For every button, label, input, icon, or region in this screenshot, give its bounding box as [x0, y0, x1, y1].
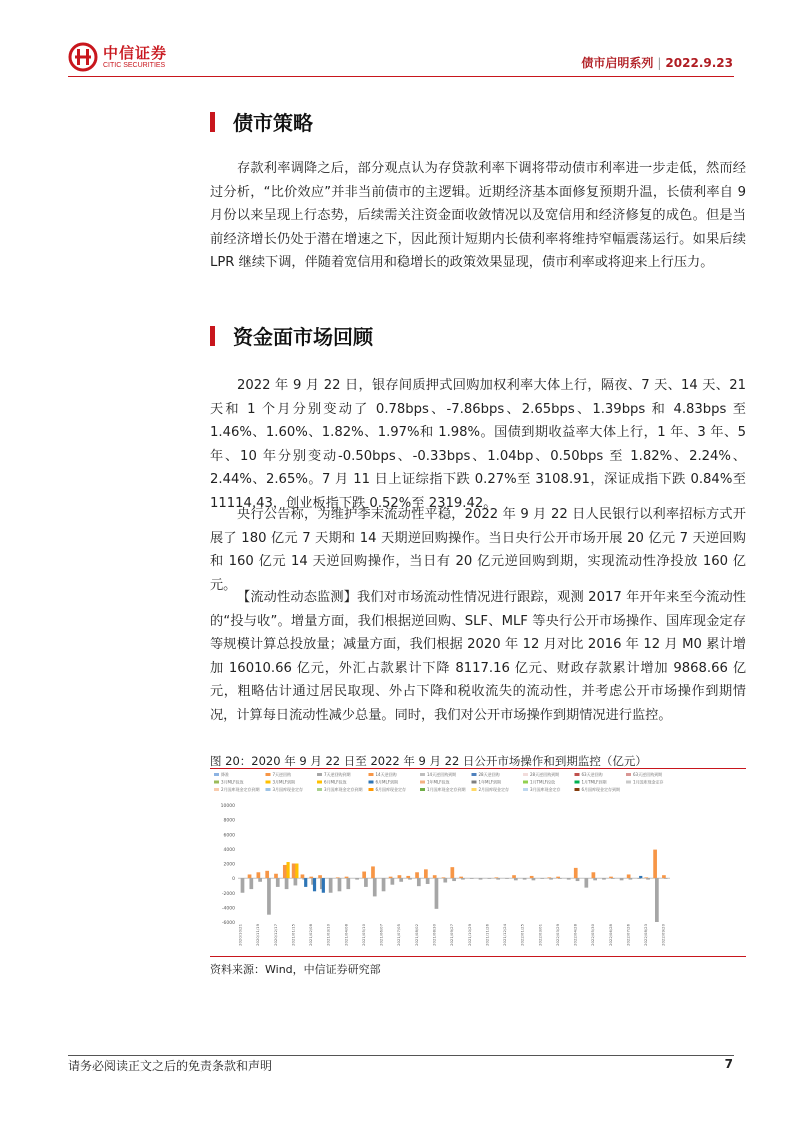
legend-swatch: [472, 788, 477, 791]
bar-injection: [389, 877, 393, 878]
legend-swatch: [266, 781, 271, 784]
report-date: 2022.9.23: [665, 56, 733, 70]
legend-label: 1月国库现金定存: [633, 779, 664, 785]
bar-maturity: [584, 878, 588, 888]
bar-injection: [627, 874, 631, 878]
page-number: 7: [724, 1057, 733, 1071]
bar-highlight: [304, 878, 307, 887]
bar-maturity: [514, 878, 518, 880]
legend-swatch: [420, 781, 425, 784]
bar-injection: [592, 872, 596, 878]
bar-injection: [301, 874, 305, 878]
legend-swatch: [266, 773, 271, 776]
bar-injection: [415, 872, 419, 878]
report-series: 债市启明系列: [581, 56, 654, 70]
bar-injection: [653, 850, 657, 879]
x-tick-label: 2022/04/28: [572, 924, 578, 946]
header-separator: |: [657, 56, 662, 70]
bar-injection: [433, 875, 437, 878]
section-title: 债市策略: [233, 111, 313, 135]
figure-bottom-rule: [210, 956, 746, 957]
legend-label: 7天逆回购: [272, 772, 292, 777]
legend-label: 3月国库现金定存: [272, 787, 304, 792]
y-tick-label: 10000: [220, 804, 235, 809]
y-tick-label: -6000: [221, 921, 235, 926]
x-tick-label: 2022/03/01: [537, 924, 543, 946]
bar-highlight: [322, 878, 325, 893]
bar-maturity: [426, 878, 430, 884]
footer-divider: [68, 1055, 734, 1056]
bar-injection: [274, 874, 278, 878]
legend-swatch: [472, 773, 477, 776]
bar-injection: [265, 871, 269, 878]
bar-maturity: [470, 878, 474, 879]
bar-injection: [547, 877, 551, 878]
x-tick-label: 2022/07/26: [625, 924, 631, 946]
y-tick-label: 8000: [223, 818, 235, 824]
footer-disclaimer: 请务必阅读正文之后的免责条款和声明: [68, 1059, 273, 1073]
x-tick-label: 2021/05/10: [360, 924, 366, 946]
section-title: 资金面市场回顾: [233, 325, 373, 349]
paragraph-repo-rates: 2022 年 9 月 22 日，银存间质押式回购加权利率大体上行，隔夜、7 天、14 天、21 天和 1 个月分别变动了 0.78bps、-7.86bps、2.65bps、1.39bps 和 4.83bps 至 1.46%、1.60%、1.82%、1.97%和 1.98%。国债到期收益率大体上行，1 年、3 年、5 年、10 年分别变动-0.50bps、-0.33bps、1.04bp、0.50bps 至 1.82%、2.24%、2.44%、2.65%。7 月 11 日上证综指下跌 0.27%至 3108.91，深证成指下跌 0.84%至 11114.43，创业板指下跌 0.52%至 2319.42。: [210, 378, 746, 511]
legend-label: 1月国库现金定存到期: [427, 787, 466, 792]
bar-maturity: [391, 878, 395, 885]
bar-injection: [644, 877, 648, 878]
x-tick-label: 2021/06/07: [378, 924, 384, 946]
bar-maturity: [505, 878, 509, 879]
x-tick-label: 2022/03/29: [554, 924, 560, 946]
bar-injection: [556, 877, 560, 878]
legend-swatch: [369, 788, 374, 791]
logo-english-name: CITIC SECURITIES: [103, 61, 166, 69]
x-tick-label: 2020/11/19: [255, 924, 261, 946]
legend-swatch: [214, 788, 219, 791]
legend-swatch: [626, 781, 631, 784]
bar-injection: [609, 877, 613, 878]
x-tick-label: 2022/09/20: [660, 924, 666, 946]
x-tick-label: 2021/08/02: [413, 924, 419, 946]
legend-swatch: [626, 773, 631, 776]
x-tick-label: 2021/03/10: [325, 924, 331, 946]
bar-maturity: [258, 878, 262, 882]
bar-maturity: [496, 878, 500, 879]
legend-label: 6月国库现金定存到期: [581, 787, 621, 792]
legend-label: 1年MLF到期: [478, 779, 502, 785]
header-series-date: [581, 54, 733, 71]
bar-maturity: [399, 878, 403, 882]
bar-injection: [248, 874, 252, 878]
bar-maturity: [364, 878, 368, 887]
legend-swatch: [317, 788, 322, 791]
bar-maturity: [479, 878, 483, 879]
legend-label: 6月国库现金定存: [375, 787, 407, 792]
paragraph-bond-strategy: 存款利率调降之后，部分观点认为存贷款利率下调将带动债市利率进一步走低，然而经过分析，“比价效应”并非当前债市的主逻辑。近期经济基本面修复预期升温，长债利率自 9 月份以来呈现上行态势，后续需关注资金面收敛情况以及宽信用和经济修复的成色。但是当前经济增长仍处于潜在增速之下，因此预计短期内长债利率将维持窄幅震荡运行。如果后续 LPR 继续下调，伴随着宽信用和稳增长的政策效果显现，债市利率或将迎来上行压力。: [210, 161, 746, 270]
heading-marker: [210, 326, 215, 346]
bar-maturity: [558, 878, 562, 879]
bar-injection: [459, 877, 463, 878]
bar-maturity: [329, 878, 333, 893]
bar-highlight: [286, 862, 289, 878]
bar-maturity: [443, 878, 447, 882]
legend-label: 3月国库现金定存: [530, 787, 561, 792]
figure-source: 资料来源：Wind，中信证券研究部: [210, 963, 381, 976]
bar-injection: [530, 876, 534, 878]
bar-maturity: [249, 878, 253, 889]
bar-maturity: [435, 878, 439, 909]
x-tick-label: 2021/01/15: [290, 924, 296, 946]
heading-marker: [210, 112, 215, 132]
legend-swatch: [317, 781, 322, 784]
legend-swatch: [523, 781, 528, 784]
bar-maturity: [452, 878, 456, 881]
x-tick-label: 2022/05/30: [590, 924, 596, 946]
y-tick-label: 2000: [223, 862, 235, 868]
bar-maturity: [382, 878, 386, 891]
x-tick-label: 2022/06/28: [607, 924, 613, 946]
bar-maturity: [461, 878, 465, 879]
chart-svg: [210, 771, 694, 954]
legend-label: 28天逆回购到期: [530, 772, 560, 777]
bar-injection: [495, 877, 499, 878]
legend-swatch: [420, 773, 425, 776]
bar-maturity: [620, 878, 624, 880]
bar-maturity: [593, 878, 597, 880]
legend-label: 1年MLF投放: [427, 779, 450, 785]
bar-maturity: [417, 878, 421, 886]
bar-maturity: [346, 878, 350, 889]
y-tick-label: 0: [232, 877, 235, 883]
y-tick-label: -2000: [221, 891, 235, 897]
legend-swatch: [266, 788, 271, 791]
x-tick-label: 2021/07/05: [396, 924, 402, 946]
legend-swatch: [317, 773, 322, 776]
bar-injection: [257, 872, 261, 878]
x-tick-label: 2020/12/17: [272, 924, 278, 946]
legend-label: 28天逆回购: [478, 772, 500, 777]
bar-highlight: [295, 864, 298, 879]
bar-maturity: [285, 878, 289, 889]
paragraph-liquidity-monitor: 【流动性动态监测】我们对市场流动性情况进行跟踪，观测 2017 年开年来至今流动性的“投与收”。增量方面，我们根据逆回购、SLF、MLF 等央行公开市场操作、国库现金定存等规模计算总投放量；减量方面，我们根据 2020 年 12 月对比 2016 年 12 月 M0 累计增加 16010.66 亿元，外汇占款累计下降 8117.16 亿元、财政存款累计增加 9868.66 亿元，粗略估计通过居民取现、外占下降和税收流失的流动性，并考虑公开市场操作到期情况，计算每日流动性减少总量。同时，我们对公开市场操作到期情况进行监控。: [210, 590, 746, 723]
bar-injection: [442, 877, 446, 878]
bar-maturity: [637, 878, 641, 879]
legend-swatch: [369, 773, 374, 776]
x-tick-label: 2022/08/23: [643, 924, 649, 946]
x-tick-label: 2021/02/08: [308, 924, 314, 946]
bar-injection: [398, 875, 402, 878]
bar-maturity: [373, 878, 377, 896]
legend-swatch: [472, 781, 477, 784]
logo-chinese-name: 中信证券: [103, 43, 168, 62]
bar-injection: [450, 867, 454, 878]
bar-injection: [424, 869, 428, 878]
x-tick-label: 2021/11/26: [484, 924, 490, 946]
bar-highlight: [313, 878, 316, 891]
bar-injection: [318, 875, 322, 878]
legend-swatch: [575, 788, 580, 791]
bar-maturity: [646, 878, 650, 879]
bar-maturity: [523, 878, 527, 879]
bar-injection: [283, 865, 287, 878]
x-tick-label: 2021/09/27: [449, 924, 455, 946]
legend-label: 6月MLF投放: [324, 779, 347, 785]
legend-label: 63天逆回购到期: [633, 772, 663, 777]
x-tick-label: 2021/04/08: [343, 924, 349, 946]
section-heading-bond-strategy: [210, 107, 313, 136]
legend-swatch: [214, 781, 219, 784]
bar-maturity: [241, 878, 245, 893]
bar-injection: [345, 877, 349, 878]
legend-swatch: [523, 773, 528, 776]
header-divider: [68, 76, 734, 77]
legend-swatch: [214, 773, 219, 776]
bar-maturity: [338, 878, 342, 891]
legend-swatch: [523, 788, 528, 791]
legend-label: 3月MLF到期: [272, 779, 296, 785]
legend-label: 1月TMLF到期: [581, 779, 607, 785]
bar-injection: [406, 876, 410, 878]
bar-maturity: [611, 878, 615, 879]
section-heading-money-market-review: [210, 321, 373, 350]
bar-injection: [662, 875, 666, 878]
legend-label: 14天逆回购: [375, 772, 397, 777]
y-tick-label: 4000: [223, 847, 235, 853]
bar-maturity: [408, 878, 412, 879]
bar-maturity: [488, 878, 492, 879]
legend-swatch: [420, 788, 425, 791]
bar-injection: [574, 868, 578, 878]
bar-injection: [371, 866, 375, 878]
figure-caption: 图 20：2020 年 9 月 22 日至 2022 年 9 月 22 日公开市场操作和到期监控（亿元）: [210, 754, 647, 768]
legend-swatch: [369, 781, 374, 784]
y-tick-label: 6000: [223, 833, 235, 839]
legend-swatch: [575, 773, 580, 776]
bar-maturity: [276, 878, 280, 887]
x-tick-label: 2021/08/30: [431, 924, 437, 946]
bar-maturity: [294, 878, 298, 885]
citic-logo-icon: [68, 42, 98, 72]
y-tick-label: -4000: [221, 906, 235, 912]
paragraph-central-bank-operation: 央行公告称，为维护季末流动性平稳，2022 年 9 月 22 日人民银行以利率招标方式开展了 180 亿元 7 天期和 14 天期逆回购操作。当日央行公开市场开展 20 亿元 7 天逆回购和 160 亿元 14 天逆回购操作，当日有 20 亿元逆回购到期，实现流动性净投放 160 亿元。: [210, 507, 746, 593]
bar-maturity: [549, 878, 553, 879]
legend-label: 1月TMLF投放: [530, 779, 555, 785]
x-tick-label: 2022/01/25: [519, 924, 525, 946]
legend-label: 3月MLF投放: [221, 779, 244, 785]
bar-injection: [512, 875, 516, 878]
bar-maturity: [267, 878, 271, 915]
bar-maturity: [629, 878, 633, 879]
bar-maturity: [567, 878, 571, 879]
bar-maturity: [602, 878, 606, 879]
open-market-chart: [210, 771, 694, 954]
x-tick-label: 2021/12/24: [502, 924, 508, 946]
bar-injection: [292, 864, 296, 879]
bar-injection: [309, 877, 313, 878]
legend-label: 降准: [221, 772, 229, 777]
legend-label: 3月国库现金定存到期: [324, 787, 363, 792]
legend-label: 2月国库现金定存: [478, 787, 510, 792]
legend-swatch: [575, 781, 580, 784]
bar-maturity: [532, 878, 536, 880]
company-logo: [68, 42, 167, 72]
bar-maturity: [355, 878, 359, 879]
figure-top-rule: [210, 768, 746, 769]
bar-maturity: [664, 878, 668, 879]
legend-label: 14天逆回购到期: [427, 772, 457, 777]
x-tick-label: 2021/10/29: [466, 924, 472, 946]
x-tick-label: 2020/10/21: [237, 924, 243, 946]
legend-label: 63天逆回购: [581, 772, 603, 777]
bar-highlight: [639, 876, 642, 878]
legend-label: 6月MLF到期: [375, 779, 399, 785]
bar-maturity: [540, 878, 544, 879]
bar-maturity: [576, 878, 580, 881]
legend-label: 2月国库现金定存到期: [221, 787, 260, 792]
bar-maturity: [655, 878, 659, 922]
legend-label: 7天逆回购到期: [324, 772, 351, 777]
bar-injection: [362, 872, 366, 879]
bar-injection: [336, 877, 340, 878]
